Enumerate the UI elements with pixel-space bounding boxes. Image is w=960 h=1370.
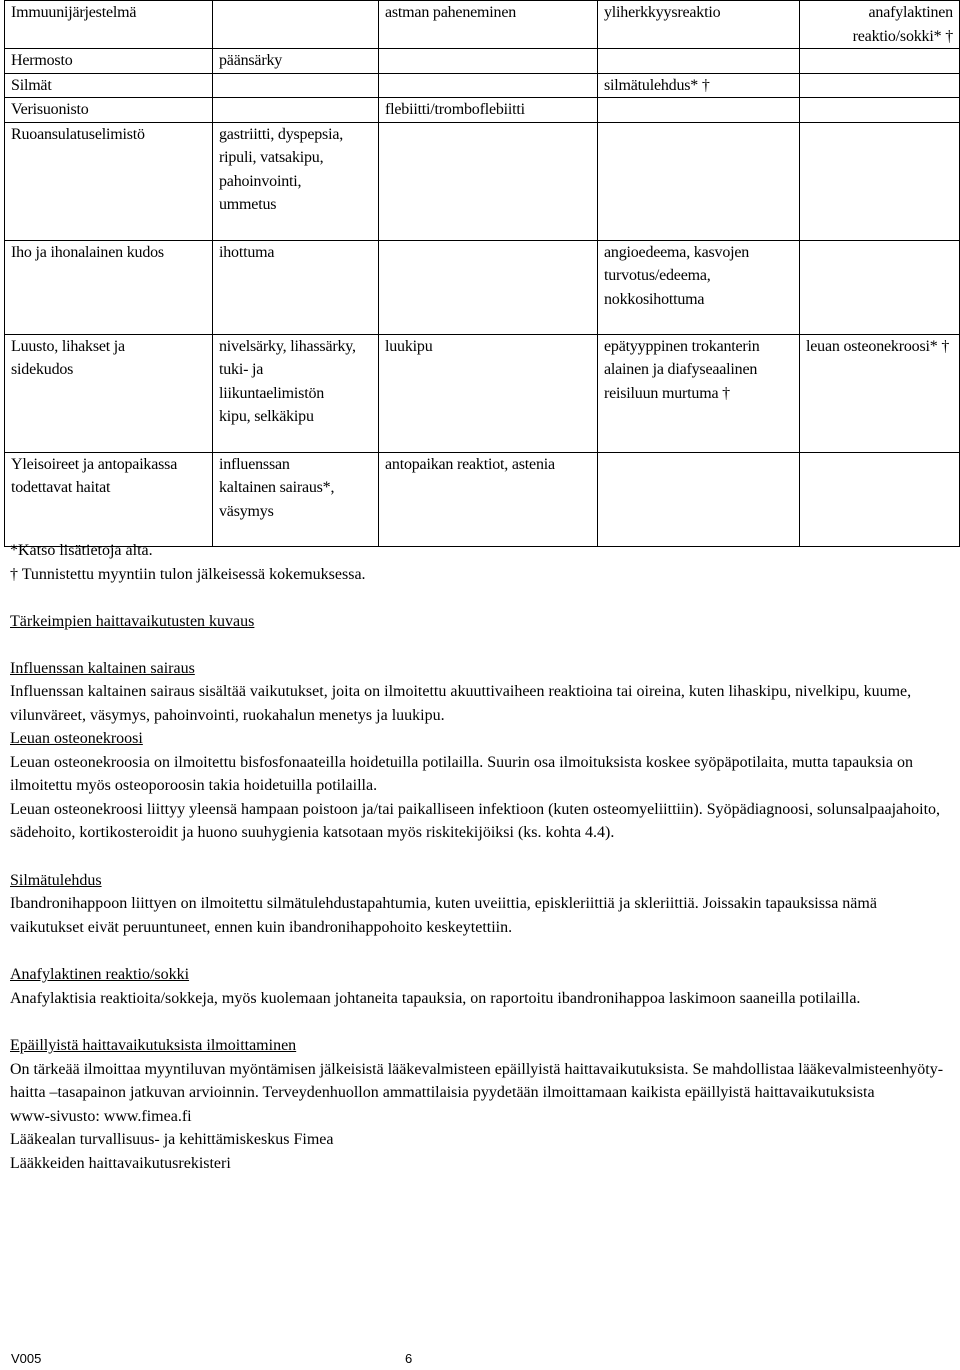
document-body [10, 539, 945, 1175]
paragraph: Leuan osteonekroosi liittyy yleensä hampaan poistoon ja/tai paikalliseen infektioon (kuten osteomyeliittiin). Syöpädiagnoosi, solunsalpaajahoito, sädehoito, kortikosteroidit ja huono suuhygienia katsotaan myös riskitekijöiksi (ks. kohta 4.4). [10, 800, 941, 841]
table-cell [213, 73, 379, 98]
table-cell [800, 452, 960, 546]
registry-line: Lääkkeiden haittavaikutusrekisteri [10, 1154, 231, 1172]
table-cell: antopaikan reaktiot, astenia [379, 452, 598, 546]
section-title: Tärkeimpien haittavaikutusten kuvaus [10, 613, 255, 630]
organ-cell: Luusto, lihakset ja sidekudos [5, 334, 213, 452]
organ-cell: Silmät [5, 73, 213, 98]
table-row [5, 73, 960, 98]
table-cell: flebiitti/tromboflebiitti [379, 98, 598, 123]
section-title: Anafylaktinen reaktio/sokki [10, 966, 190, 983]
table-cell: anafylaktinen reaktio/sokki* † [800, 1, 960, 49]
table-cell [598, 98, 800, 123]
table-row [5, 49, 960, 74]
table-cell: angioedeema, kasvojen turvotus/edeema, nokkosihottuma [598, 240, 800, 334]
page-footer [11, 1351, 413, 1367]
table-cell [800, 98, 960, 123]
section-title: Epäillyistä haittavaikutuksista ilmoittaminen [10, 1037, 297, 1054]
organization-line: Lääkealan turvallisuus- ja kehittämiskeskus Fimea [10, 1131, 334, 1148]
paragraph: Ibandronihappoon liittyen on ilmoitettu silmätulehdustapahtumia, kuten uveiittia, episkleriittiä ja skleriittiä. Joissakin tapauksissa nämä vaikutukset eivät peruuntuneet, ennen kuin ibandronihappohoito keskeytettiin. [10, 895, 877, 936]
organ-cell: Hermosto [5, 49, 213, 74]
paragraph: Leuan osteonekroosia on ilmoitettu bisfosfonaateilla hoidetuilla potilailla. Suurin osa ilmoituksista koskee syöpäpotilaita, mutta tapauksia on ilmoitettu myös osteoporoosin takia hoidetuilla potilailla. [10, 753, 913, 794]
table-row [5, 122, 960, 240]
table-row [5, 334, 960, 452]
table-cell [379, 122, 598, 240]
footnote: † Tunnistettu myyntiin tulon jälkeisessä kokemuksessa. [10, 565, 366, 583]
table-cell [598, 452, 800, 546]
footnote: *Katso lisätietoja alta. [10, 542, 153, 559]
table-cell: päänsärky [213, 49, 379, 74]
table-cell: influenssan kaltainen sairaus*, väsymys [213, 452, 379, 546]
table-cell [379, 240, 598, 334]
organ-cell: Yleisoireet ja antopaikassa todettavat haitat [5, 452, 213, 546]
version-label: V005 [11, 1351, 42, 1366]
table-cell: silmätulehdus* † [598, 73, 800, 98]
table-row [5, 452, 960, 546]
organ-cell: Immuunijärjestelmä [5, 1, 213, 49]
table-cell [379, 73, 598, 98]
organ-cell: Iho ja ihonalainen kudos [5, 240, 213, 334]
organ-cell: Ruoansulatuselimistö [5, 122, 213, 240]
table-cell: nivelsärky, lihassärky, tuki- ja liikuntaelimistön kipu, selkäkipu [213, 334, 379, 452]
paragraph: Anafylaktisia reaktioita/sokkeja, myös kuolemaan johtaneita tapauksia, on raportoitu ibandronihappoa laskimoon saaneilla potilailla. [10, 989, 861, 1007]
website-line: www-sivusto: www.fimea.fi [10, 1107, 192, 1125]
table-cell [598, 49, 800, 74]
organ-cell: Verisuonisto [5, 98, 213, 123]
table-cell [213, 1, 379, 49]
table-cell: gastriitti, dyspepsia, ripuli, vatsakipu, pahoinvointi, ummetus [213, 122, 379, 240]
section-title: Influenssan kaltainen sairaus [10, 659, 195, 677]
table-cell: ihottuma [213, 240, 379, 334]
table-cell: luukipu [379, 334, 598, 452]
table-cell [800, 73, 960, 98]
table-cell [213, 98, 379, 123]
table-cell: leuan osteonekroosi* † [800, 334, 960, 452]
table-cell: astman paheneminen [379, 1, 598, 49]
table-cell: yliherkkyysreaktio [598, 1, 800, 49]
table-cell: epätyyppinen trokanterin alainen ja diafyseaalinen reisiluun murtuma † [598, 334, 800, 452]
table-row [5, 1, 960, 49]
section-title: Leuan osteonekroosi [10, 730, 143, 747]
table-cell [598, 122, 800, 240]
paragraph: On tärkeää ilmoittaa myyntiluvan myöntämisen jälkeisistä lääkevalmisteen epäillyistä haittavaikutuksista. Se mahdollistaa lääkevalmisteenhyöty-haitta –tasapainon jatkuvan arvioinnin. Terveydenhuollon ammattilaisia pyydetään ilmoittamaan kaikista epäillyistä haittavaikutuksista [10, 1060, 944, 1101]
page-number: 6 [405, 1351, 413, 1366]
section-title: Silmätulehdus [10, 871, 102, 889]
table-row [5, 240, 960, 334]
adverse-effects-table [4, 0, 960, 547]
table-cell [800, 240, 960, 334]
table-cell [800, 49, 960, 74]
table-cell [800, 122, 960, 240]
table-row [5, 98, 960, 123]
paragraph: Influenssan kaltainen sairaus sisältää vaikutukset, joita on ilmoitettu akuuttivaiheen reaktioina tai oireina, kuten lihaskipu, nivelkipu, kuume, vilunväreet, väsymys, pahoinvointi, ruokahalun menetys ja luukipu. [10, 683, 912, 724]
table-cell [379, 49, 598, 74]
